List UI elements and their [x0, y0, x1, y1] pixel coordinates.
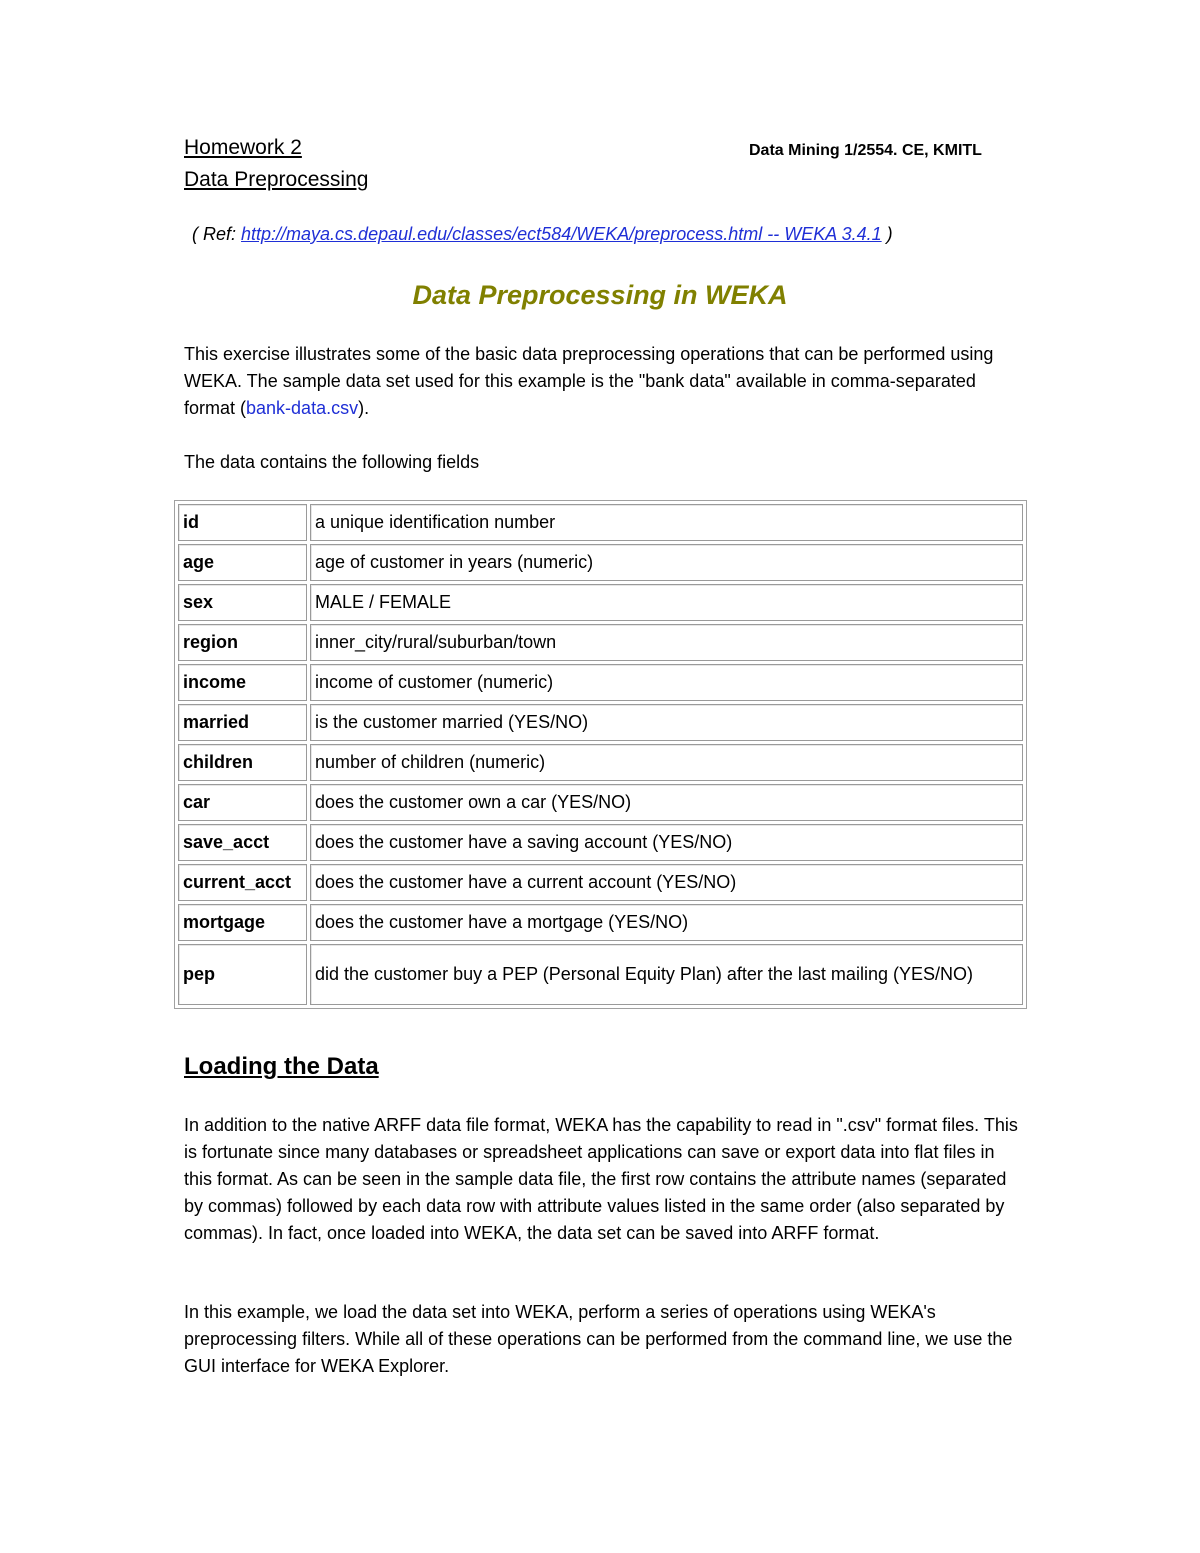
homework-label: Homework 2: [184, 136, 302, 159]
field-name: mortgage: [178, 904, 307, 941]
field-description: age of customer in years (numeric): [310, 544, 1023, 581]
table-row: [178, 744, 1023, 781]
fields-table: [174, 500, 1027, 1009]
table-row: [178, 784, 1023, 821]
fields-heading: The data contains the following fields: [184, 452, 480, 472]
course-label: Data Mining 1/2554. CE, KMITL: [749, 142, 982, 159]
loading-paragraph-2: In this example, we load the data set into WEKA, perform a series of operations using WEKA's preprocessing filters. While all of these operations can be performed from the command line, we use the GUI interface for WEKA Explorer.: [184, 1302, 1013, 1376]
table-row: [178, 864, 1023, 901]
reference-suffix: ): [881, 224, 893, 244]
field-name: sex: [178, 584, 307, 621]
table-row: [178, 824, 1023, 861]
field-name: married: [178, 704, 307, 741]
reference-prefix: ( Ref:: [192, 224, 242, 244]
reference-line: [192, 224, 893, 245]
field-description: number of children (numeric): [310, 744, 1023, 781]
field-name: pep: [178, 944, 307, 1005]
field-description: income of customer (numeric): [310, 664, 1023, 701]
field-name: current_acct: [178, 864, 307, 901]
field-name: income: [178, 664, 307, 701]
table-row: [178, 584, 1023, 621]
field-description: does the customer have a saving account (YES/NO): [310, 824, 1023, 861]
field-description: inner_city/rural/suburban/town: [310, 624, 1023, 661]
table-row: [178, 944, 1023, 1005]
field-description: does the customer have a current account (YES/NO): [310, 864, 1023, 901]
reference-link[interactable]: http://maya.cs.depaul.edu/classes/ect584/WEKA/preprocess.html -- WEKA 3.4.1: [241, 224, 882, 244]
field-name: save_acct: [178, 824, 307, 861]
loading-paragraph-1: In addition to the native ARFF data file format, WEKA has the capability to read in ".csv" format files. This is fortunate since many databases or spreadsheet applications can save or export data into flat files in this format. As can be seen in the sample data file, the first row contains the attribute names (separated by commas) followed by each data row with attribute values listed in the same order (also separated by commas). In fact, once loaded into WEKA, the data set can be saved into ARFF format.: [184, 1115, 1018, 1243]
field-description: did the customer buy a PEP (Personal Equity Plan) after the last mailing (YES/NO): [310, 944, 1023, 1005]
topic-label: Data Preprocessing: [184, 168, 369, 191]
field-description: MALE / FEMALE: [310, 584, 1023, 621]
field-description: a unique identification number: [310, 504, 1023, 541]
page-title: Data Preprocessing in WEKA: [412, 280, 788, 310]
field-description: does the customer own a car (YES/NO): [310, 784, 1023, 821]
intro-text: This exercise illustrates some of the basic data preprocessing operations that can be performed using WEKA. The sample data set used for this example is the "bank data" available in comma-separated format (: [184, 344, 994, 418]
field-description: does the customer have a mortgage (YES/NO): [310, 904, 1023, 941]
field-name: id: [178, 504, 307, 541]
table-row: [178, 504, 1023, 541]
table-row: [178, 664, 1023, 701]
table-row: [178, 704, 1023, 741]
dataset-link[interactable]: bank-data.csv: [246, 398, 359, 418]
field-name: children: [178, 744, 307, 781]
intro-text-end: ).: [358, 398, 370, 418]
section-heading: Loading the Data: [184, 1053, 379, 1080]
field-name: region: [178, 624, 307, 661]
table-row: [178, 624, 1023, 661]
field-description: is the customer married (YES/NO): [310, 704, 1023, 741]
intro-paragraph: [184, 341, 1024, 422]
table-row: [178, 544, 1023, 581]
field-name: age: [178, 544, 307, 581]
field-name: car: [178, 784, 307, 821]
table-row: [178, 904, 1023, 941]
